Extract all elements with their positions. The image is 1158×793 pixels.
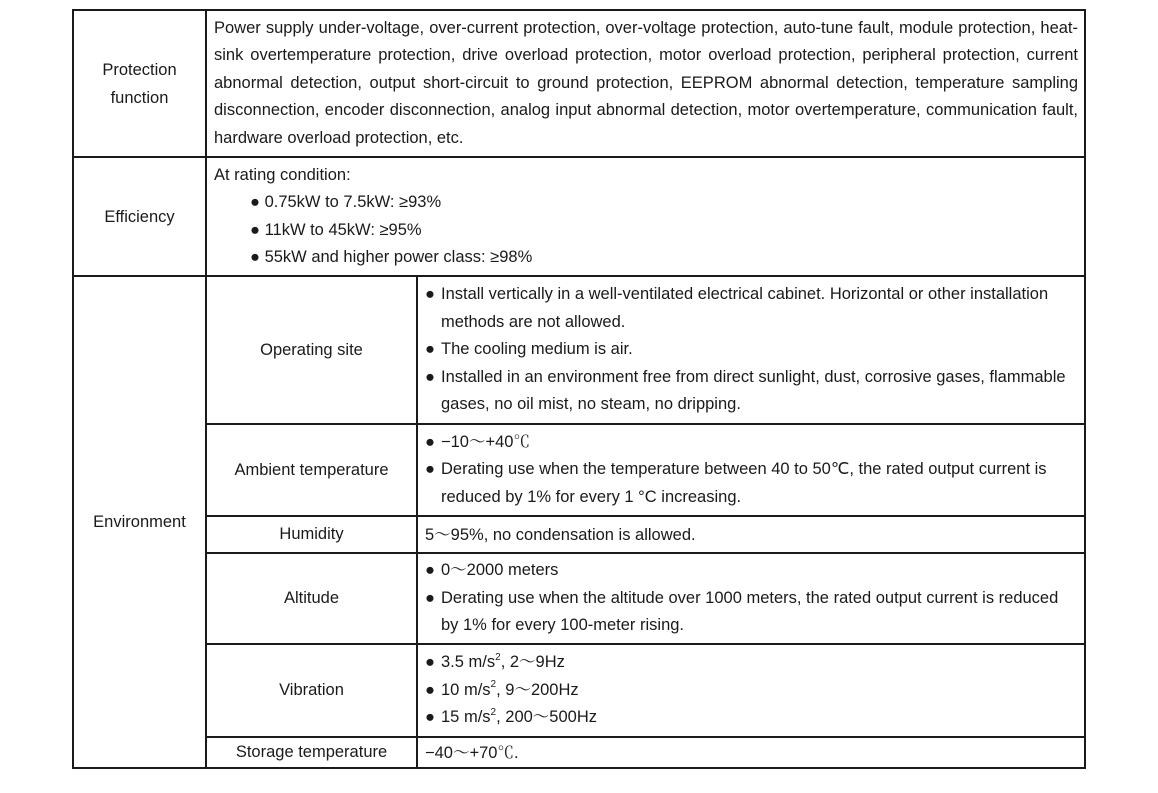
ambient-temperature-value	[417, 424, 1085, 516]
vibration-item	[425, 704, 1078, 732]
bullet-icon: ●	[425, 680, 435, 699]
operating-site-item-text: The cooling medium is air.	[441, 340, 633, 359]
protection-label	[73, 10, 206, 157]
vibration-value	[417, 644, 1085, 737]
bullet-icon: ●	[425, 561, 435, 580]
bullet-icon: ●	[425, 285, 435, 304]
operating-site-item-text: Install vertically in a well-ventilated electrical cabinet. Horizontal or other installation methods are not allowed.	[441, 285, 1049, 331]
efficiency-value	[206, 157, 1085, 276]
vibration-item-unit-exp: 2	[490, 706, 497, 718]
altitude-item	[425, 557, 1078, 585]
altitude-item	[425, 585, 1078, 640]
ambient-temperature-row	[73, 424, 1085, 516]
bullet-icon: ●	[425, 367, 435, 386]
efficiency-row	[73, 157, 1085, 276]
efficiency-item-text: 0.75kW to 7.5kW: ≥93%	[264, 193, 442, 211]
vibration-label: Vibration	[206, 644, 417, 737]
bullet-icon: ●	[425, 340, 435, 359]
vibration-item-value: 10	[441, 680, 460, 699]
vibration-item-unit-exp: 2	[490, 679, 497, 691]
bullet-icon: ●	[250, 193, 260, 211]
storage-temperature-value	[417, 737, 1085, 768]
ambient-temperature-item	[425, 429, 1078, 457]
protection-value	[206, 10, 1085, 157]
operating-site-item	[425, 281, 1078, 336]
efficiency-item-text: 55kW and higher power class: ≥98%	[264, 248, 533, 266]
humidity-label: Humidity	[206, 516, 417, 553]
efficiency-label: Efficiency	[73, 157, 206, 276]
vibration-item-unit: m/s	[463, 708, 491, 727]
vibration-item-range: , 2～9Hz	[500, 653, 565, 672]
protection-label-line2: function	[110, 88, 169, 107]
bullet-icon: ●	[250, 248, 260, 266]
altitude-item-text: 0～2000 meters	[441, 561, 559, 580]
operating-site-value	[417, 276, 1085, 424]
storage-temperature-row	[73, 737, 1085, 768]
vibration-item-range: , 9～200Hz	[496, 680, 579, 699]
storage-temperature-text: −40～+70℃.	[425, 743, 519, 762]
altitude-row	[73, 553, 1085, 644]
altitude-value	[417, 553, 1085, 644]
environment-label: Environment	[73, 276, 206, 768]
vibration-item-value: 15	[441, 708, 460, 727]
operating-site-item	[425, 364, 1078, 419]
vibration-item-value: 3.5	[441, 653, 464, 672]
bullet-icon: ●	[425, 588, 435, 607]
ambient-temperature-item	[425, 456, 1078, 511]
spec-table	[72, 9, 1086, 769]
vibration-item-unit: m/s	[463, 680, 491, 699]
efficiency-item-text: 11kW to 45kW: ≥95%	[264, 220, 422, 239]
protection-label-line1: Protection	[102, 60, 177, 79]
vibration-item-range: , 200～500Hz	[496, 708, 598, 727]
bullet-icon: ●	[425, 708, 435, 727]
humidity-row	[73, 516, 1085, 553]
efficiency-item	[214, 244, 1078, 272]
vibration-item-unit-exp: 2	[495, 651, 501, 663]
bullet-icon: ●	[425, 653, 435, 672]
efficiency-item	[214, 217, 1078, 245]
vibration-item	[425, 677, 1078, 705]
operating-site-label: Operating site	[206, 276, 417, 424]
altitude-item-text: Derating use when the altitude over 1000 meters, the rated output current is reduced by 1% for every 100-meter rising.	[441, 588, 1059, 635]
ambient-temperature-item-text: Derating use when the temperature between 40 to 50℃, the rated output current is reduced by 1% for every 1 °C increasing.	[441, 460, 1047, 506]
humidity-value	[417, 516, 1085, 553]
vibration-item-unit: m/s	[468, 653, 496, 672]
vibration-item	[425, 649, 1078, 677]
efficiency-item	[214, 189, 1078, 217]
ambient-temperature-item-text: −10～+40℃	[441, 432, 530, 451]
bullet-icon: ●	[425, 460, 435, 479]
altitude-label: Altitude	[206, 553, 417, 644]
operating-site-item-text: Installed in an environment free from direct sunlight, dust, corrosive gases, flammable gases, no oil mist, no steam, no dripping.	[441, 367, 1066, 414]
bullet-icon: ●	[425, 432, 435, 451]
bullet-icon: ●	[250, 220, 260, 239]
operating-site-row	[73, 276, 1085, 424]
protection-text: Power supply under-voltage, over-current protection, over-voltage protection, auto-tune fault, module protection, heat-sink overtemperature protection, drive overload protection, motor overload protection, peripheral protection, current abnormal detection, output short-circuit to ground protection, EEPROM abnormal detection, temperature sampling disconnection, encoder disconnection, analog input abnormal detection, motor overtemperature, communication fault, hardware overload protection, etc.	[214, 18, 1079, 147]
efficiency-intro: At rating condition:	[214, 165, 351, 184]
ambient-temperature-label: Ambient temperature	[206, 424, 417, 516]
humidity-text: 5～95%, no condensation is allowed.	[425, 525, 696, 544]
vibration-row	[73, 644, 1085, 737]
protection-row	[73, 10, 1085, 157]
operating-site-item	[425, 336, 1078, 364]
storage-temperature-label: Storage temperature	[206, 737, 417, 768]
